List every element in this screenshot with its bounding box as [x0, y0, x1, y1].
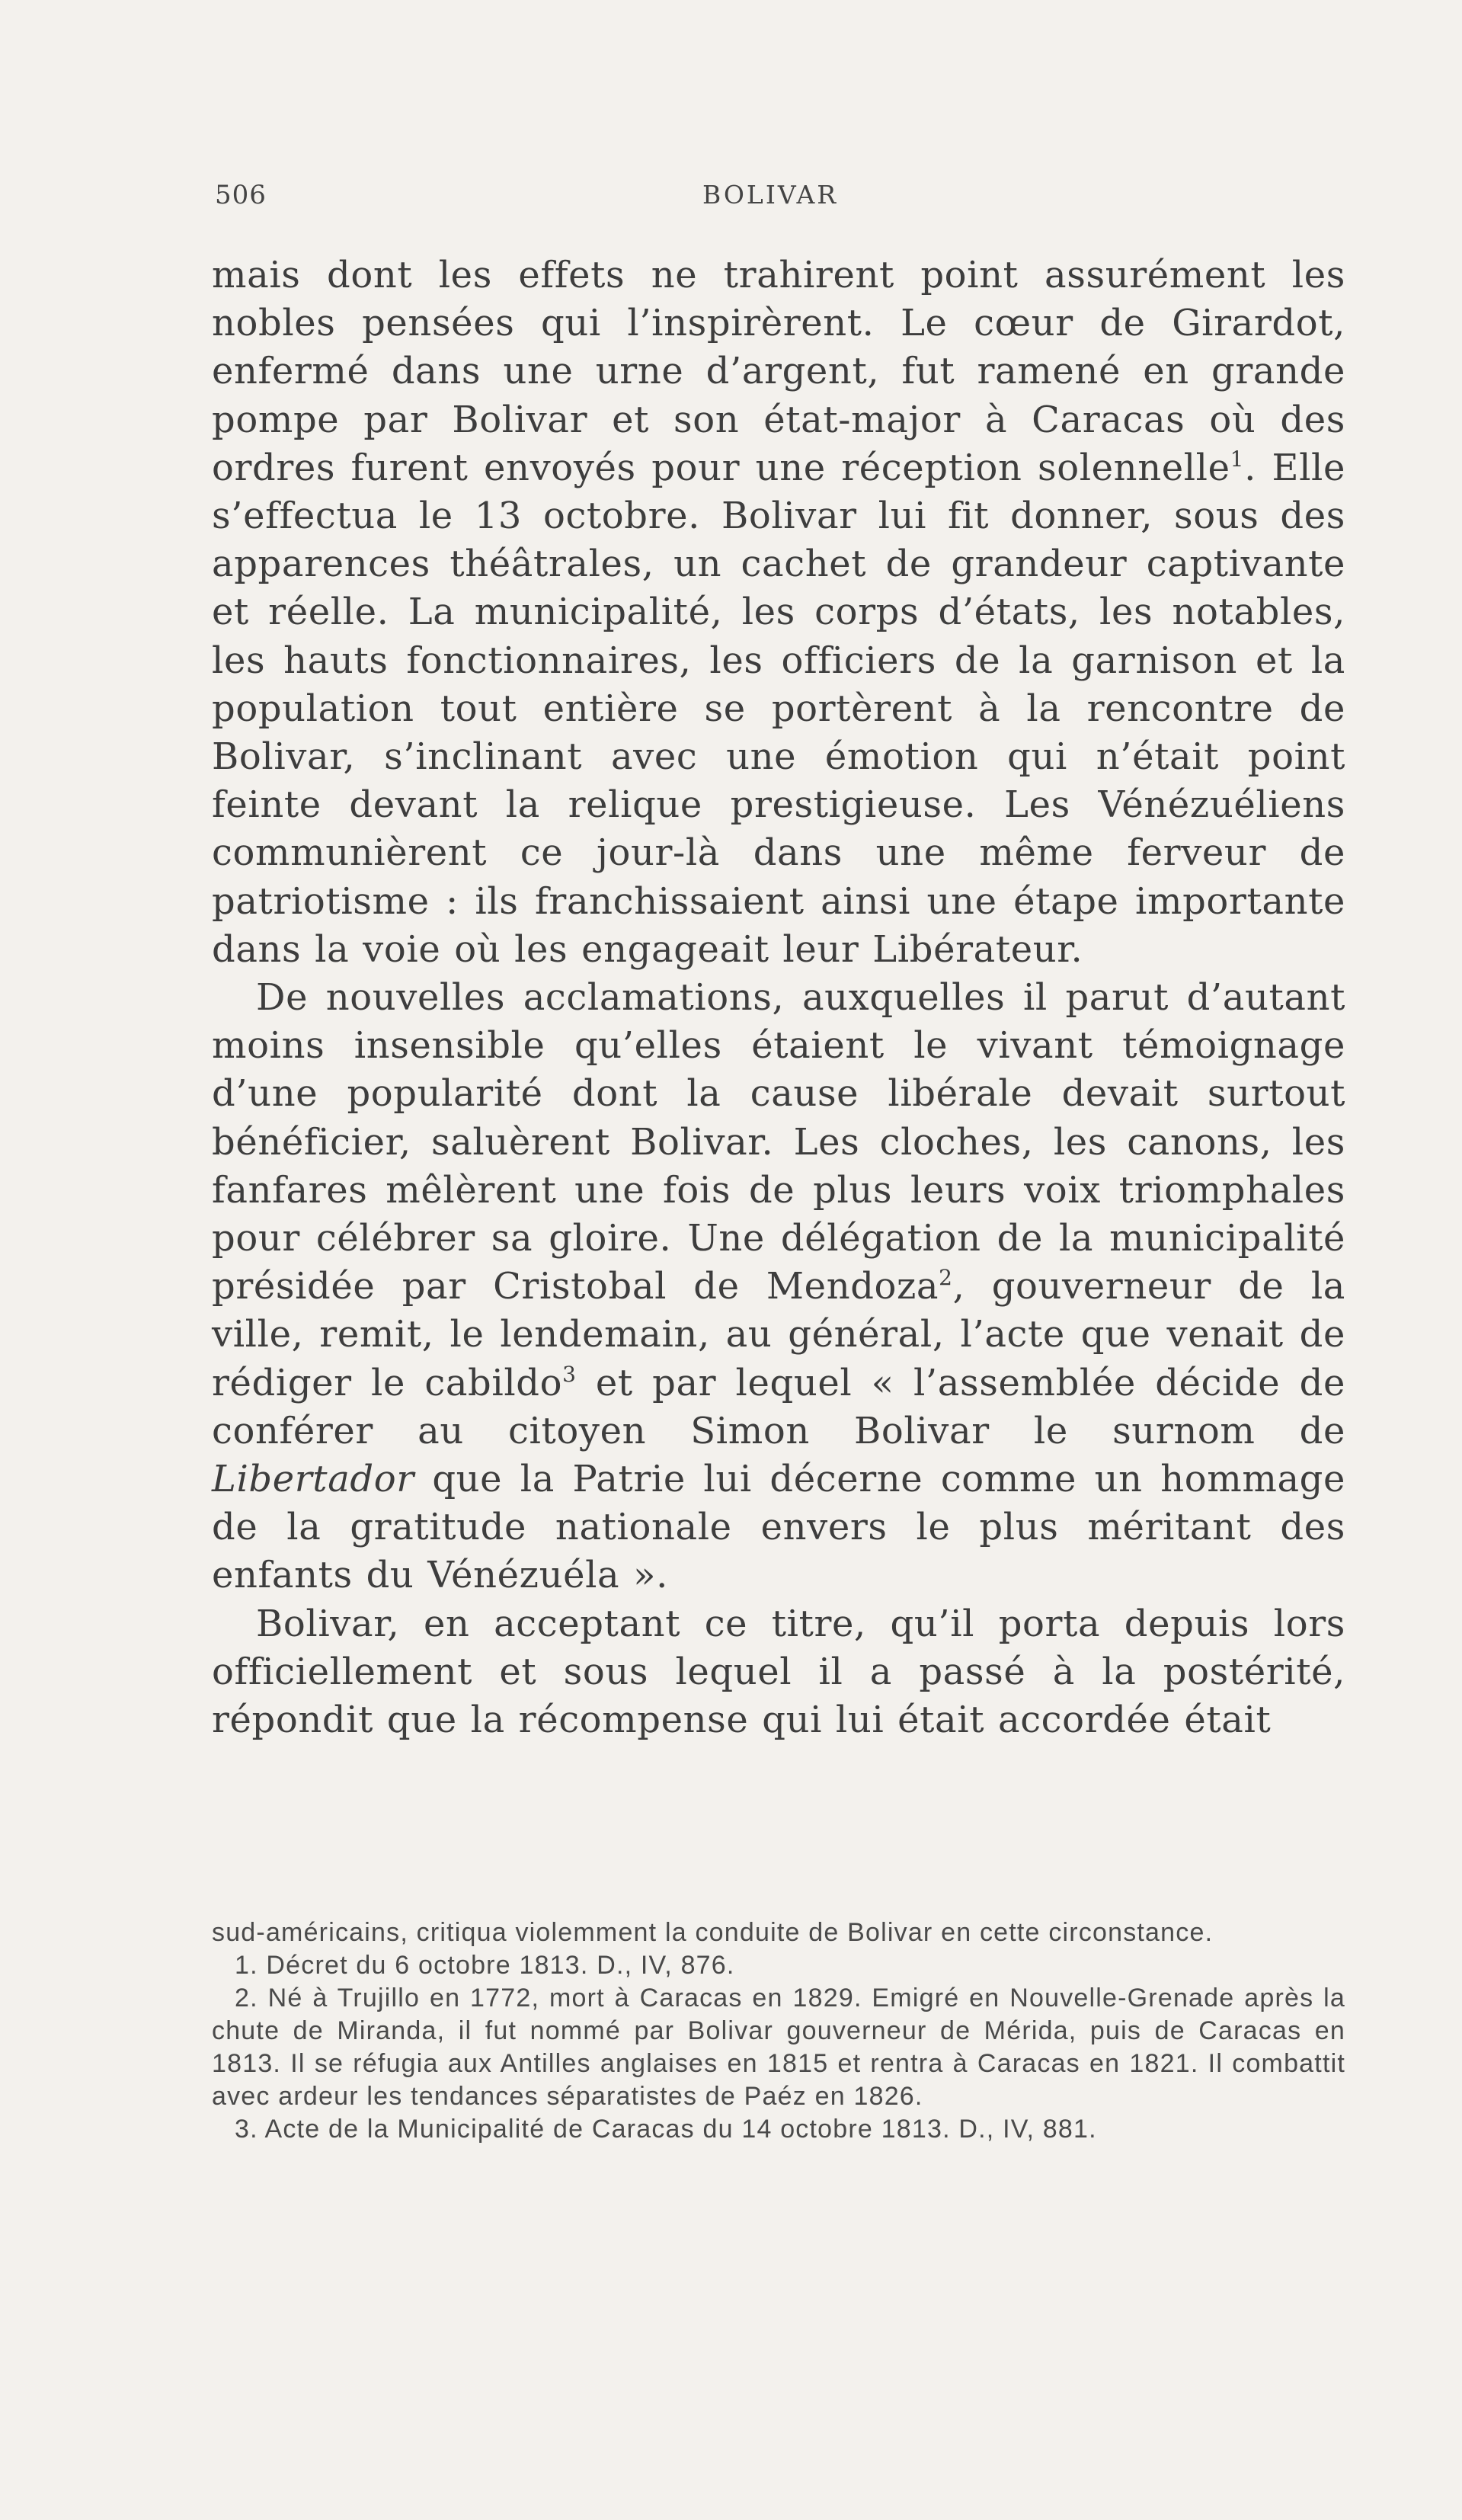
- page-number: 506: [215, 180, 267, 210]
- paragraph-2-text-a: De nouvelles acclamations, auxquelles il parut d’autant moins insensible qu’elles étaient le vivant témoignage d’une popularité dont la cause libérale devait surtout bénéficier, saluèrent Bolivar. Les cloches, les canons, les fanfares mêlèrent une fois de plus leurs voix triomphales pour célébrer sa gloire. Une délégation de la municipalité présidée par Cristobal de Mendoza: [212, 976, 1345, 1308]
- paragraph-2: [212, 974, 1345, 1600]
- paragraph-3-text: Bolivar, en acceptant ce titre, qu’il porta depuis lors officiellement et sous lequel il a passé à la postérité, répondit que la récompense qui lui était accordée était: [212, 1602, 1345, 1742]
- running-title: BOLIVAR: [702, 180, 839, 210]
- footnote-ref-3: 3: [562, 1361, 577, 1387]
- paragraph-3: [212, 1600, 1345, 1745]
- libertador-title: Libertador: [212, 1458, 414, 1501]
- footnote-ref-1: 1: [1230, 446, 1245, 472]
- footnotes: [212, 1916, 1345, 2146]
- footnote-2: 2. Né à Trujillo en 1772, mort à Caracas en 1829. Emigré en Nouvelle-Grenade après la chute de Miranda, il fut nommé par Bolivar gouverneur de Mérida, puis de Caracas en 1813. Il se réfugia aux Antilles anglaises en 1815 et rentra à Caracas en 1821. Il combattit avec ardeur les tendances séparatistes de Paéz en 1826.: [212, 1984, 1345, 2111]
- paragraph-1-text-b: . Elle s’effectua le 13 octobre. Bolivar lui fit donner, sous des apparences théâtrales, un cachet de grandeur captivante et réelle. La municipalité, les corps d’états, les notables, les hauts fonctionnaires, les officiers de la garnison et la population tout entière se portèrent à la rencontre de Bolivar, s’inclinant avec une émotion qui n’était point feinte devant la relique prestigieuse. Les Vénézuéliens communièrent ce jour-là dans une même ferveur de patriotisme : ils franchissaient ainsi une étape importante dans la voie où les engageait leur Libérateur.: [212, 446, 1345, 971]
- footnote-3: 3. Acte de la Municipalité de Caracas du 14 octobre 1813. D., IV, 881.: [235, 2115, 1097, 2144]
- main-text: [212, 251, 1345, 1744]
- paragraph-1: [212, 251, 1345, 974]
- page-header: [215, 180, 1342, 226]
- paragraph-1-text-a: mais dont les effets ne trahirent point assurément les nobles pensées qui l’inspirèrent. Le cœur de Girardot, enfermé dans une urne d’argent, fut ramené en grande pompe par Bolivar et son état-major à Caracas où des ordres furent envoyés pour une réception solennelle: [212, 254, 1345, 489]
- footnote-1: 1. Décret du 6 octobre 1813. D., IV, 876.: [235, 1951, 735, 1980]
- paragraph-2-text-b: , gouverneur de la ville, remit, le lendemain, au général, l’acte que venait de rédiger le cabildo: [212, 1265, 1345, 1404]
- paragraph-2-text-d: que la Patrie lui décerne comme un hommage de la gratitude nationale envers le plus méritant des enfants du Vénézuéla ».: [212, 1458, 1345, 1597]
- footnote-ref-2: 2: [939, 1265, 953, 1291]
- paragraph-2-text-c: et par lequel « l’assemblée décide de conférer au citoyen Simon Bolivar le surnom de: [212, 1361, 1345, 1452]
- footnote-continuation: sud-américains, critiqua violemment la conduite de Bolivar en cette circonstance.: [212, 1918, 1214, 1947]
